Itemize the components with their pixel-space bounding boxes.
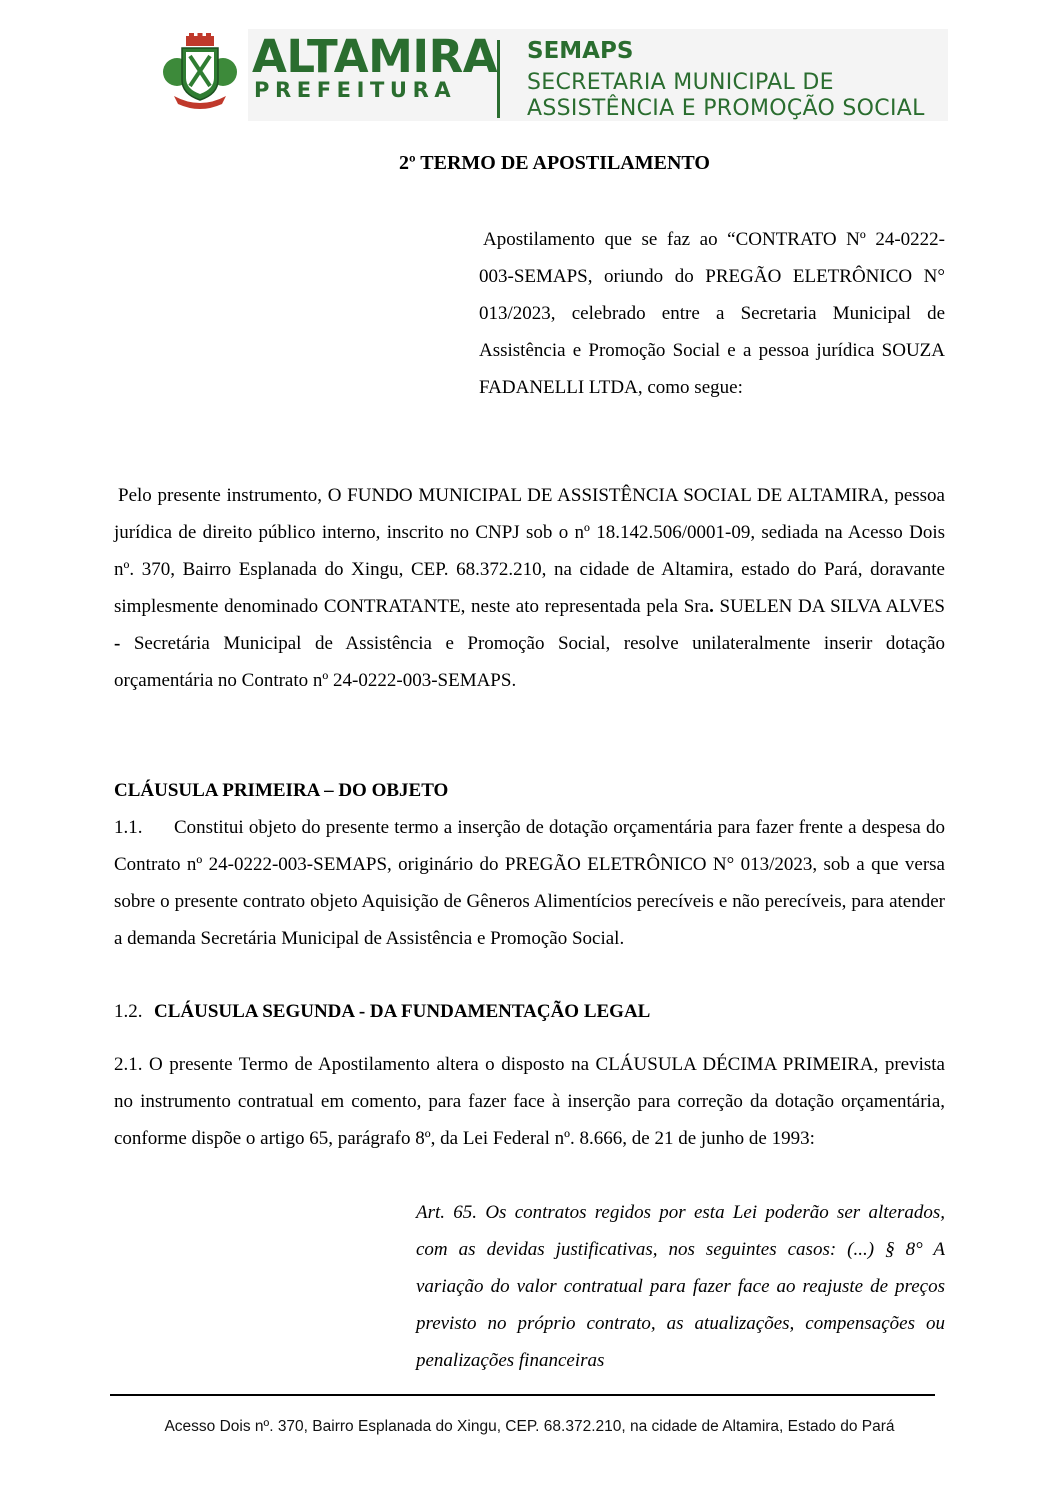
clause2-number: 1.2. (114, 1001, 143, 1022)
clause1-heading: CLÁUSULA PRIMEIRA – DO OBJETO (114, 780, 449, 801)
clause2-heading: CLÁUSULA SEGUNDA - DA FUNDAMENTAÇÃO LEGAL (154, 1001, 651, 1022)
clause1-paragraph (114, 809, 945, 957)
summary-block (479, 221, 945, 406)
clause2-paragraph: 2.1. O presente Termo de Apostilamento altera o disposto na CLÁUSULA DÉCIMA PRIMEIRA, prevista no instrumento contratual em comento, para fazer face à inserção para correção da dotação orçamentária, conforme dispõe o artigo 65, parágrafo 8º, da Lei Federal nº. 8.666, de 21 de junho de 1993: (114, 1054, 945, 1149)
intro-bold-dash: - (114, 633, 121, 654)
document-title: 2º TERMO DE APOSTILAMENTO (399, 152, 710, 174)
intro-text-part2: SUELEN DA SILVA ALVES (713, 596, 945, 617)
intro-paragraph (114, 477, 945, 699)
clause1-block (114, 809, 945, 957)
clause1-text: Constitui objeto do presente termo a inserção de dotação orçamentária para fazer frente a despesa do Contrato nº 24-0222-003-SEMAPS, originário do PREGÃO ELETRÔNICO N° 013/2023, sob a que versa sobre o presente contrato objeto Aquisição de Gêneros Alimentícios perecíveis e não perecíveis, para atender a demanda Secretária Municipal de Assistência e Promoção Social. (114, 817, 945, 949)
brand-divider (497, 40, 500, 118)
intro-block (114, 477, 945, 699)
intro-text-part3: Secretária Municipal de Assistência e Promoção Social, resolve unilateralmente inserir dotação orçamentária no Contrato nº 24-0222-003-SEMAPS. (114, 633, 945, 691)
footer-address: Acesso Dois nº. 370, Bairro Esplanada do Xingu, CEP. 68.372.210, na cidade de Altamira, Estado do Pará (164, 1418, 895, 1435)
department-name-line1: SECRETARIA MUNICIPAL DE (527, 70, 834, 95)
clause2-block (114, 1046, 945, 1157)
brand-name: ALTAMIRA (252, 30, 498, 83)
intro-bold-dot: . (709, 596, 714, 617)
law-quote-block (416, 1194, 945, 1379)
brand-subtitle: PREFEITURA (254, 78, 457, 102)
clause2-heading-line (114, 993, 650, 1030)
letterhead (0, 0, 1059, 140)
clause1-number: 1.1. (114, 817, 143, 838)
municipal-coat-of-arms-icon (160, 32, 240, 112)
summary-paragraph: Apostilamento que se faz ao “CONTRATO Nº 24-0222-003-SEMAPS, oriundo do PREGÃO ELETRÔNICO N° 013/2023, celebrado entre a Secretaria Municipal de Assistência e Promoção Social e a pessoa jurídica SOUZA FADANELLI LTDA, como segue: (479, 229, 945, 398)
department-abbreviation: SEMAPS (527, 38, 634, 64)
law-quote: Art. 65. Os contratos regidos por esta Lei poderão ser alterados, com as devidas justificativas, nos seguintes casos: (...) § 8° A variação do valor contratual para fazer face ao reajuste de preços previsto no próprio contrato, as atualizações, compensações ou penalizações financeiras (416, 1202, 945, 1371)
department-name-line2: ASSISTÊNCIA E PROMOÇÃO SOCIAL (527, 96, 925, 121)
department-name (527, 70, 925, 122)
footer-divider (110, 1394, 935, 1396)
intro-text-part1: Pelo presente instrumento, O FUNDO MUNICIPAL DE ASSISTÊNCIA SOCIAL DE ALTAMIRA, pessoa jurídica de direito público interno, inscrito no CNPJ sob o nº 18.142.506/0001-09, sediada na Acesso Dois nº. 370, Bairro Esplanada do Xingu, CEP. 68.372.210, na cidade de Altamira, estado do Pará, doravante simplesmente denominado CONTRATANTE, neste ato representada pela Sra (114, 485, 945, 617)
